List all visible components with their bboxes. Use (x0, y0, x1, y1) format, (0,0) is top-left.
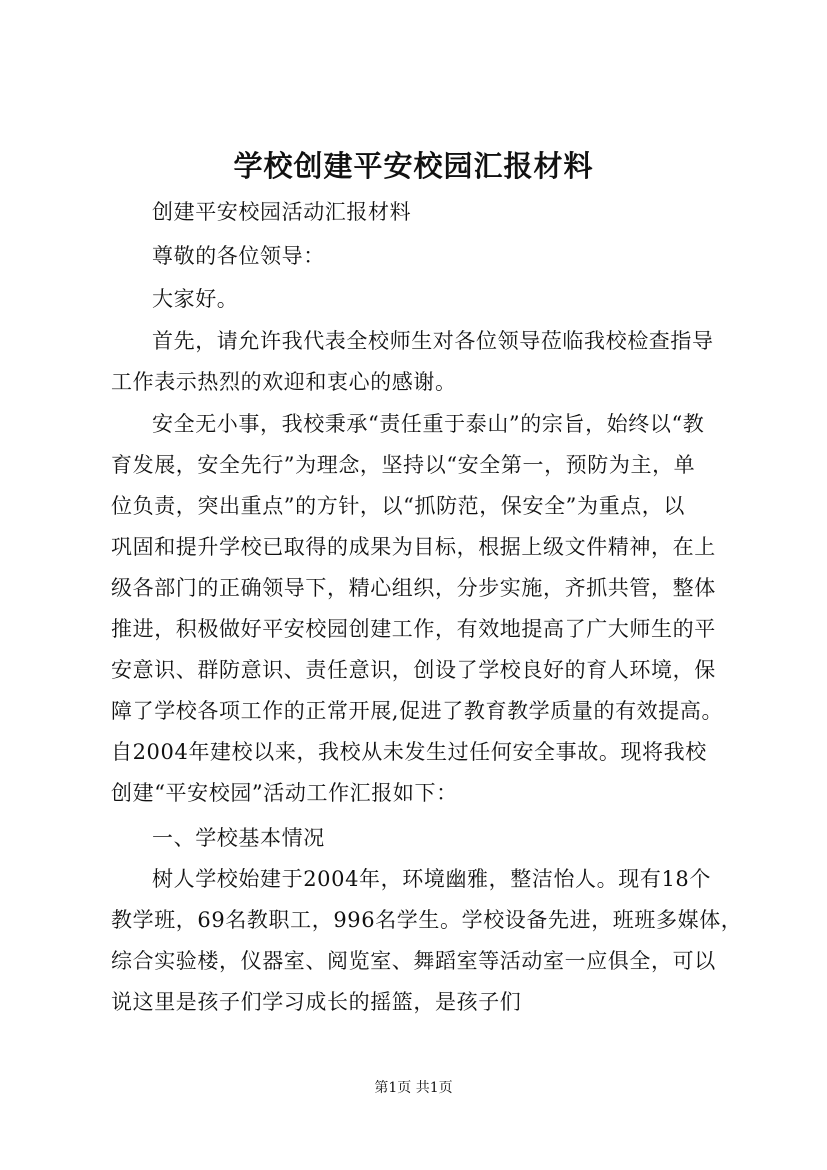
body-line: 树人学校始建于2004年，环境幽雅，整洁怡人。现有18个 (152, 867, 711, 891)
body-line: 工作表示热烈的欢迎和衷心的感谢。 (111, 370, 457, 394)
body-line: 教学班，69名教职工，996名学生。学校设备先进，班班多媒体， (111, 908, 743, 932)
salutation-line: 尊敬的各位领导： (152, 244, 325, 268)
body-line: 安全无小事，我校秉承“责任重于泰山”的宗旨，始终以“教 (152, 412, 705, 436)
body-line: 首先，请允许我代表全校师生对各位领导莅临我校检查指导 (152, 329, 714, 353)
body-line: 自2004年建校以来，我校从未发生过任何安全事故。现将我校 (111, 740, 707, 764)
body-line: 级各部门的正确领导下，精心组织，分步实施，齐抓共管，整体 (111, 576, 716, 600)
subtitle-line: 创建平安校园活动汇报材料 (152, 200, 412, 224)
greeting-line: 大家好。 (152, 287, 239, 311)
body-line: 育发展，安全先行”为理念，坚持以“安全第一，预防为主，单 (111, 453, 696, 477)
body-line: 安意识、群防意识、责任意识，创设了学校良好的育人环境，保 (111, 658, 716, 682)
document-title: 学校创建平安校园汇报材料 (233, 149, 594, 183)
page-number-footer: 第1页 共1页 (374, 1080, 453, 1096)
body-line: 综合实验楼，仪器室、阅览室、舞蹈室等活动室一应俱全，可以 (111, 949, 716, 973)
body-line: 位负责，突出重点”的方针，以“抓防范，保安全”为重点，以 (111, 494, 686, 518)
body-line: 创建“平安校园”活动工作汇报如下： (111, 781, 458, 805)
section-heading: 一、学校基本情况 (152, 826, 325, 850)
body-line: 障了学校各项工作的正常开展,促进了教育教学质量的有效提高。 (111, 699, 724, 723)
body-line: 巩固和提升学校已取得的成果为目标，根据上级文件精神，在上 (111, 535, 716, 559)
body-line: 说这里是孩子们学习成长的摇篮，是孩子们 (111, 990, 522, 1014)
body-line: 推进，积极做好平安校园创建工作，有效地提高了广大师生的平 (111, 617, 716, 641)
